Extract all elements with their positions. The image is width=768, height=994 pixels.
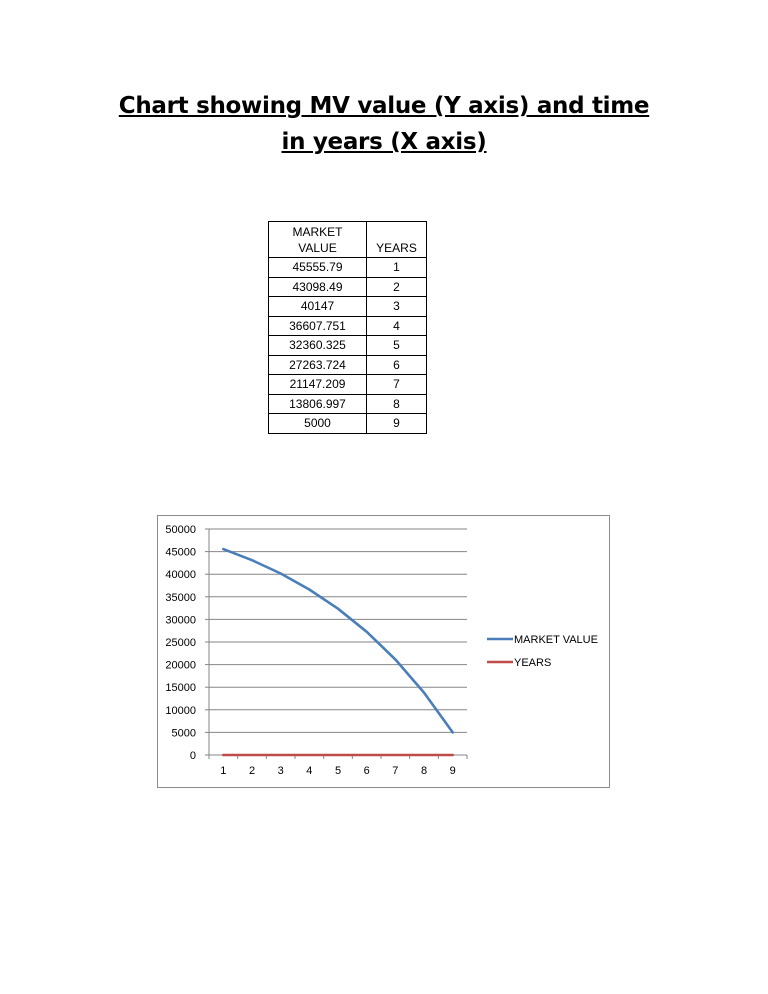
y-tick-label: 30000 [165,614,196,627]
table-row [269,414,427,434]
table-row [269,394,427,414]
table-row [269,355,427,375]
y-tick-label: 45000 [165,546,196,559]
cell-years: 5 [367,336,427,356]
cell-years: 1 [367,258,427,278]
table-row [269,258,427,278]
y-tick-label: 20000 [165,659,196,672]
x-tick-label: 4 [306,765,313,777]
market-value-table [268,221,427,434]
cell-years: 9 [367,414,427,434]
column-header-market-value: MARKET VALUE [269,222,367,258]
table-row [269,316,427,336]
legend-label: YEARS [514,657,552,669]
line-chart [157,515,610,788]
cell-years: 8 [367,394,427,414]
x-tick-label: 3 [277,765,284,777]
cell-market-value: 43098.49 [269,277,367,297]
cell-market-value: 40147 [269,297,367,317]
cell-years: 2 [367,277,427,297]
x-tick-label: 9 [449,765,456,777]
x-tick-label: 6 [363,765,370,777]
cell-market-value: 21147.209 [269,375,367,395]
table-row [269,375,427,395]
cell-market-value: 45555.79 [269,258,367,278]
y-tick-label: 10000 [165,704,196,717]
cell-years: 4 [367,316,427,336]
cell-market-value: 32360.325 [269,336,367,356]
table-row [269,277,427,297]
x-tick-label: 7 [392,765,399,777]
y-tick-label: 15000 [165,682,196,695]
y-tick-label: 35000 [165,591,196,604]
series-line-market-value [223,549,452,732]
y-tick-label: 5000 [171,727,196,740]
x-tick-label: 8 [420,765,428,777]
y-tick-label: 40000 [165,569,196,582]
chart-svg [158,516,609,787]
x-tick-label: 2 [248,765,256,777]
y-tick-label: 25000 [165,637,196,649]
x-tick-label: 1 [220,765,227,777]
table-row [269,336,427,356]
cell-market-value: 27263.724 [269,355,367,375]
column-header-years: YEARS [367,222,427,258]
cell-market-value: 13806.997 [269,394,367,414]
cell-years: 7 [367,375,427,395]
y-tick-label: 50000 [165,524,196,536]
x-tick-label: 5 [334,765,342,777]
legend-label: MARKET VALUE [514,634,598,646]
table-row [269,297,427,317]
page-title: Chart showing MV value (Y axis) and time in years (X axis) [118,93,650,155]
cell-market-value: 5000 [269,414,367,434]
table-header-row [269,222,427,258]
cell-years: 6 [367,355,427,375]
cell-market-value: 36607.751 [269,316,367,336]
cell-years: 3 [367,297,427,317]
y-tick-label: 0 [189,750,196,762]
